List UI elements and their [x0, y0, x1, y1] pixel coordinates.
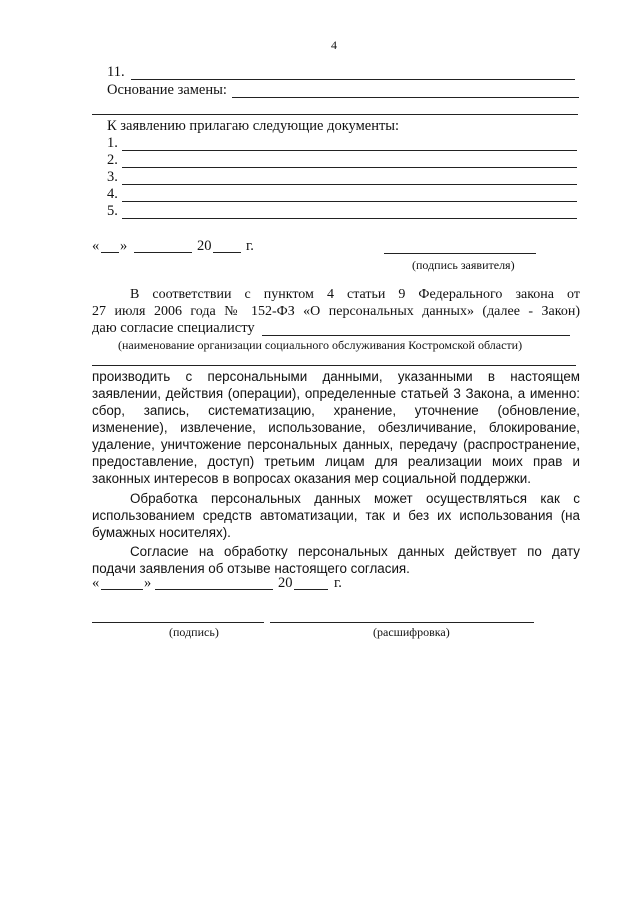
signature-caption: (подпись) [169, 625, 219, 639]
date2-year-line[interactable] [294, 589, 328, 590]
attachment-3-line[interactable] [122, 184, 577, 185]
consent-p1-line-1: производить с персональными данными, указанными в настоящем [92, 369, 580, 384]
date2-open-quote: « [92, 575, 100, 591]
replacement-basis-line-2[interactable] [92, 114, 578, 115]
consent-line-1: В соответствии с пунктом 4 статьи 9 Федерального закона от [130, 287, 580, 302]
signature-line[interactable] [92, 622, 264, 623]
consent-p2-line-2: использованием средств автоматизации, так и без их использования (на [92, 508, 580, 523]
attachments-heading: К заявлению прилагаю следующие документы: [107, 118, 400, 134]
consent-line-3: даю согласие специалисту [92, 320, 255, 336]
applicant-signature-caption: (подпись заявителя) [412, 258, 515, 272]
specialist-org-line[interactable] [262, 335, 570, 336]
org-caption: (наименование организации социального обслуживания Костромской области) [118, 338, 523, 352]
date1-year-prefix: 20 [197, 238, 212, 254]
item-11-blank-line[interactable] [131, 79, 575, 80]
page-number: 4 [331, 38, 337, 52]
date1-month-line[interactable] [134, 252, 192, 253]
decoding-caption: (расшифровка) [373, 625, 450, 639]
consent-p1-line-6: предоставление, доступ) третьим лицам для реализации моих прав и [92, 454, 580, 469]
consent-p2-line-1: Обработка персональных данных может осуществляться как с [130, 491, 580, 506]
org-blank-line[interactable] [92, 365, 576, 366]
replacement-basis-line[interactable] [232, 97, 579, 98]
consent-line-2: 27 июля 2006 года № 152-ФЗ «О персональных данных» (далее - Закон) [92, 304, 580, 319]
attachment-4-label: 4. [107, 186, 118, 202]
applicant-signature-line[interactable] [384, 253, 536, 254]
replacement-basis-label: Основание замены: [107, 82, 227, 98]
consent-p3-line-1: Согласие на обработку персональных данных действует по дату [130, 544, 580, 559]
date1-day-line[interactable] [101, 252, 119, 253]
attachment-1-line[interactable] [122, 150, 577, 151]
date2-year-prefix: 20 [278, 575, 293, 591]
date1-open-quote: « [92, 238, 100, 254]
consent-p1-line-4: изменение), извлечение, использование, обезличивание, блокирование, [92, 420, 580, 435]
consent-p1-line-7: законных интересов в вопросах оказания мер социальной поддержки. [92, 471, 531, 486]
attachment-2-line[interactable] [122, 167, 577, 168]
consent-p3-line-2: подачи заявления об отзыве настоящего согласия. [92, 561, 410, 576]
attachment-5-label: 5. [107, 203, 118, 219]
date1-year-suffix: г. [246, 238, 254, 254]
item-11-label: 11. [107, 64, 125, 80]
consent-p2-line-3: бумажных носителях). [92, 525, 231, 540]
date2-month-line[interactable] [155, 589, 273, 590]
date1-close-quote: » [120, 238, 128, 254]
consent-p1-line-5: удаление, уничтожение персональных данных, передачу (распространение, [92, 437, 580, 452]
decoding-line[interactable] [270, 622, 534, 623]
date2-close-quote: » [144, 575, 152, 591]
date1-year-line[interactable] [213, 252, 241, 253]
attachment-3-label: 3. [107, 169, 118, 185]
date2-year-suffix: г. [334, 575, 342, 591]
attachment-2-label: 2. [107, 152, 118, 168]
consent-p1-line-3: сбор, запись, систематизацию, хранение, уточнение (обновление, [92, 403, 580, 418]
attachment-1-label: 1. [107, 135, 118, 151]
attachment-5-line[interactable] [122, 218, 577, 219]
date2-day-line[interactable] [101, 589, 143, 590]
attachment-4-line[interactable] [122, 201, 577, 202]
consent-p1-line-2: заявлении, действия (операции), определенные статьей 3 Закона, а именно: [92, 386, 580, 401]
